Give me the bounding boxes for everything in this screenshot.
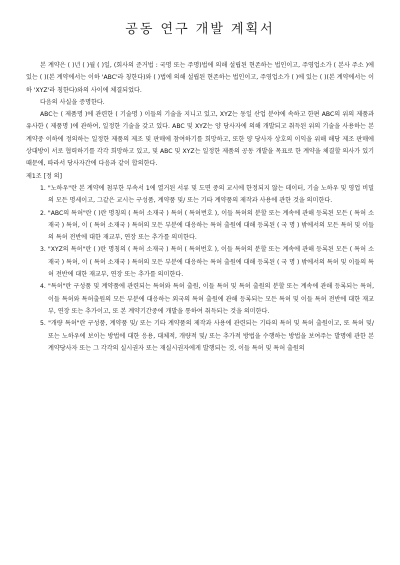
document-title: 공동 연구 개발 계획서 [125,22,275,37]
definition-2: 2. "ABC의 특허"란 ( )란 명칭의 ( 특허 소재국 ) 특허 ( 특허번호 ), 이들 특허의 분할 또는 계속에 관해 등록된 모든 ( 특허 소재국 ) 특허, 이 ( 특허 소재국 ) 특허의 모든 부분에 대응하는 특허 출원에 대해 등록된 ( 국 명 ) 밖에서의 모든 특허 및 이들의 특허 전반에 대한 재교부, 연장 또는 추가를 의미한다. [40,209,374,242]
definition-1: 1. "노하우"란 본 계약에 첨부한 부속서 1에 열거된 서류 및 도면 중의 교시에 한정되지 않는 데이터, 기술 노하우 및 영업 비밀의 모든 명세이고, 그같은 교시는 구성품, 계약품 및/ 또는 기타 계약품의 제작과 사용에 관한 것을 의미한다. [40,184,374,205]
article-1-heading: 제1조 [정 의] [26,172,63,180]
definition-4: 4. "특허"란 구성품 및 계약품에 관련되는 특허와 특허 출원, 이들 특허 및 특허 출원의 분할 또는 계속에 관해 등록되는 특허, 이들 특허와 특허출원의 모든 부분에 대응하는 외국의 특허 출원에 관해 등록되는 모든 특허 및 이들 특허 전반에 대한 재교부, 연장 또는 추가이고, 또 본 계약기간중에 개발을 통하여 취득되는 것을 의미한다. [40,283,374,315]
definition-5: 5. "개량 특허"란 구성품, 계약품 및/ 또는 기타 계약품의 제작과 사용에 관련되는 기타의 특허 및 특허 출원이고, 또 특허 및/ 또는 노하우에 보이는 방법에 대한 응용, 대체적, 개량적 및/ 또는 추가적 방법을 수행하는 방법을 보여주는 발명에 관한 본 계약당사자 또는 그 각각의 실시권자 또는 재실시권자에게 발행되는 것, 이들 특허 및 특허 출원의 [40,320,374,352]
preamble-recitals: ABC는 ( 제품명 )에 관련한 ( 기술명 ) 이들의 기술을 지니고 있고, XYZ는 동일 산업 분야에 속하고 한편 ABC의 위의 제품과 유사한 ( 제품명 )에 관하여, 일정한 기술을 갖고 있다. ABC 및 XYZ는 양 당사자에 의해 개발되고 취득된 위의 기술을 사용하는 본 계약중 이하에 정의하는 일정한 제품의 제조 및 판매에 참여하기를 희망하고, 또한 양 당사자 상호의 이익을 위해 해당 제조 판매에 상대방이 서로 협력하기를 각각 희망하고 있고, 및 ABC 및 XYZ는 일정한 제품의 공동 개발을 목표로 한 계약을 체결할 의사가 있기 때문에, 따라서 당사자간에 다음과 같이 합의한다. [26,111,374,168]
definition-3: 3. "XYZ의 특허"란 ( )란 명칭의 ( 특허 소재국 ) 특허 ( 특허번호 ), 이들 특허의 분할 또는 계속에 관해 등록된 모든 ( 특허 소재국 ) 특허, 이 ( 특허 소재국 ) 특허의 모든 부분에 대응하는 특허 출원에 대해 등록된 ( 국 명 ) 밖에서의 특허 및 이들의 특허 전반에 대한 재교부, 연장 또는 추가를 의미한다. [40,246,374,279]
preamble-parties: 본 계약은 ( )년 ( )월 ( )일, (회사의 준거법 : 국명 또는 주명)법에 의해 설립된 현존하는 법인이고, 주영업소가 ( 본사 주소 )에 있는 ( )(본 계약에서는 이하 'ABC'라 칭한다)와 ( )법에 의해 설립된 현존하는 법인이고, 주영업소가 ( )에 있는 ( )(본 계약에서는 이하 'XYZ'라 칭한다)와의 사이에 체결되었다. [26,62,374,94]
preamble-witness: 다음의 사실을 증명한다. [40,98,105,106]
